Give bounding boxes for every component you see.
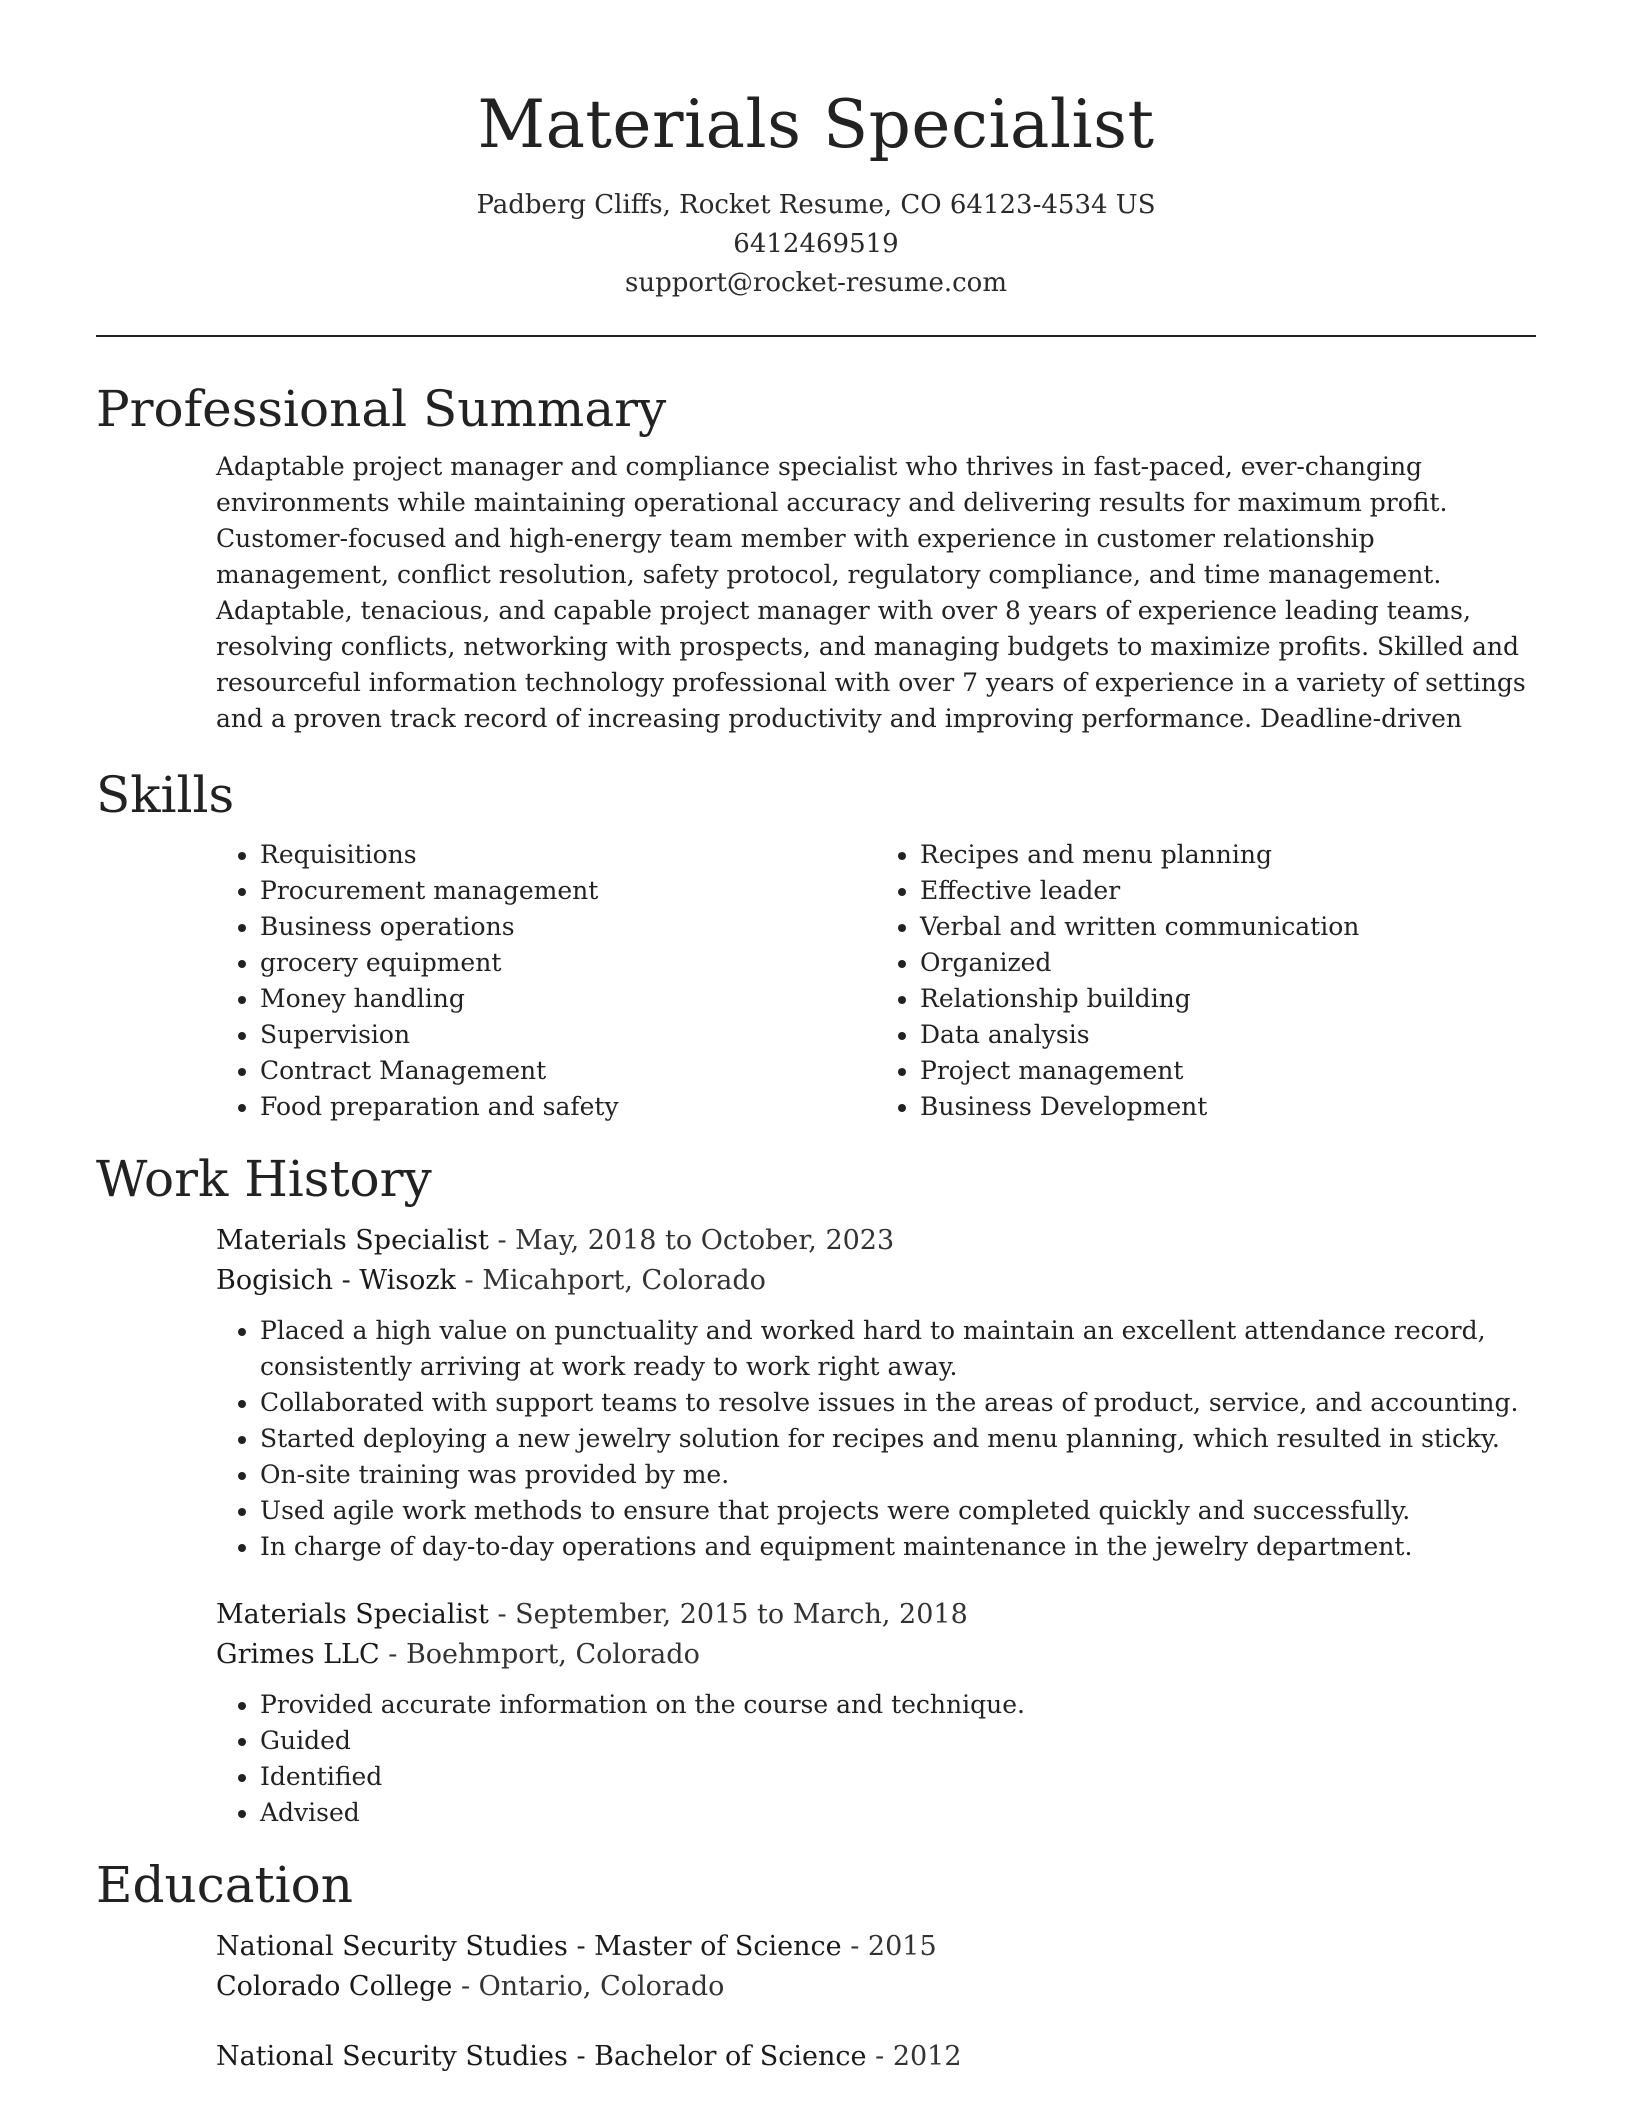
summary-section [96,377,1536,737]
skill-item: • Business operations [260,909,876,945]
resume-page [96,0,1536,2112]
summary-heading: Professional Summary [96,380,667,438]
job-bullet: • Provided accurate information on the course and technique. [260,1687,1536,1723]
education-heading: Education [96,1856,353,1914]
job-bullet: • Advised [260,1795,1536,1831]
contact-block [96,186,1536,303]
job-bullet: • On-site training was provided by me. [260,1457,1536,1493]
header-divider [96,335,1536,337]
education-degree: National Security Studies - Bachelor of Science [216,2041,867,2072]
education-entry [216,2037,1536,2077]
job-entry [216,1595,1536,1831]
job-bullets [216,1313,1536,1565]
job-bullet: • Collaborated with support teams to resolve issues in the areas of product, service, and accounting. [260,1385,1536,1421]
skill-item: • Food preparation and safety [260,1089,876,1125]
education-school: Colorado College [216,1971,453,2002]
contact-email: support@rocket-resume.com [624,268,1007,298]
education-year: - 2015 [841,1931,937,1962]
job-bullet: • Used agile work methods to ensure that projects were completed quickly and successfully. [260,1493,1536,1529]
job-title-line [216,1221,1536,1261]
education-degree-line [216,2037,1536,2077]
job-company-line [216,1635,1536,1675]
job-bullet: • Guided [260,1723,1536,1759]
education-section [96,1853,1536,2077]
skills-heading: Skills [96,766,235,824]
job-bullet: • Placed a high value on punctuality and worked hard to maintain an excellent attendance record, consistently arriving at work ready to work right away. [260,1313,1536,1385]
job-company-line [216,1261,1536,1301]
education-location: - Ontario, Colorado [452,1971,725,2002]
job-entry [216,1221,1536,1565]
job-company: Bogisich - Wisozk [216,1265,456,1296]
job-role: Materials Specialist [216,1225,489,1256]
job-dates: - May, 2018 to October, 2023 [488,1225,895,1256]
job-bullets [216,1687,1536,1831]
education-year: - 2012 [866,2041,962,2072]
job-bullet: • Started deploying a new jewelry solution for recipes and menu planning, which resulted in sticky. [260,1421,1536,1457]
job-bullet: • In charge of day-to-day operations and equipment maintenance in the jewelry department. [260,1529,1536,1565]
skill-item: • grocery equipment [260,945,876,981]
education-degree-line [216,1927,1536,1967]
job-company: Grimes LLC [216,1639,380,1670]
resume-header [96,0,1536,303]
skill-item: • Recipes and menu planning [920,837,1536,873]
skill-item: • Money handling [260,981,876,1017]
skill-item: • Contract Management [260,1053,876,1089]
education-entry [216,1927,1536,2007]
skills-section [96,763,1536,1125]
skill-item: • Requisitions [260,837,876,873]
skill-item: • Business Development [920,1089,1536,1125]
skill-item: • Verbal and written communication [920,909,1536,945]
skill-item: • Procurement management [260,873,876,909]
work-history-section [96,1147,1536,1831]
job-location: - Micahport, Colorado [455,1265,766,1296]
candidate-name: Materials Specialist [477,86,1155,163]
skills-columns [216,837,1536,1125]
job-title-line [216,1595,1536,1635]
job-bullet: • Identified [260,1759,1536,1795]
skills-list-left [216,837,876,1125]
education-school-line [216,1967,1536,2007]
skill-item: • Organized [920,945,1536,981]
job-role: Materials Specialist [216,1599,489,1630]
job-dates: - September, 2015 to March, 2018 [488,1599,968,1630]
skills-list-right [876,837,1536,1125]
skill-item: • Supervision [260,1017,876,1053]
skill-item: • Effective leader [920,873,1536,909]
skill-item: • Project management [920,1053,1536,1089]
education-degree: National Security Studies - Master of Science [216,1931,842,1962]
summary-text: Adaptable project manager and compliance specialist who thrives in fast-paced, ever-changing environments while maintaining operational accuracy and delivering results for maximum profit. Customer-focused and high-energy team member with experience in customer relationship management, conflict resolution, safety protocol, regulatory compliance, and time management. Adaptable, tenacious, and capable project manager with over 8 years of experience leading teams, resolving conflicts, networking with prospects, and managing budgets to maximize profits. Skilled and resourceful information technology professional with over 7 years of experience in a variety of settings and a proven track record of increasing productivity and improving performance. Deadline-driven [216,452,1526,733]
skill-item: • Relationship building [920,981,1536,1017]
contact-address: Padberg Cliffs, Rocket Resume, CO 64123-4534 US [476,190,1156,220]
work-history-heading: Work History [96,1150,432,1208]
contact-phone: 6412469519 [733,229,899,259]
skill-item: • Data analysis [920,1017,1536,1053]
job-location: - Boehmport, Colorado [379,1639,700,1670]
